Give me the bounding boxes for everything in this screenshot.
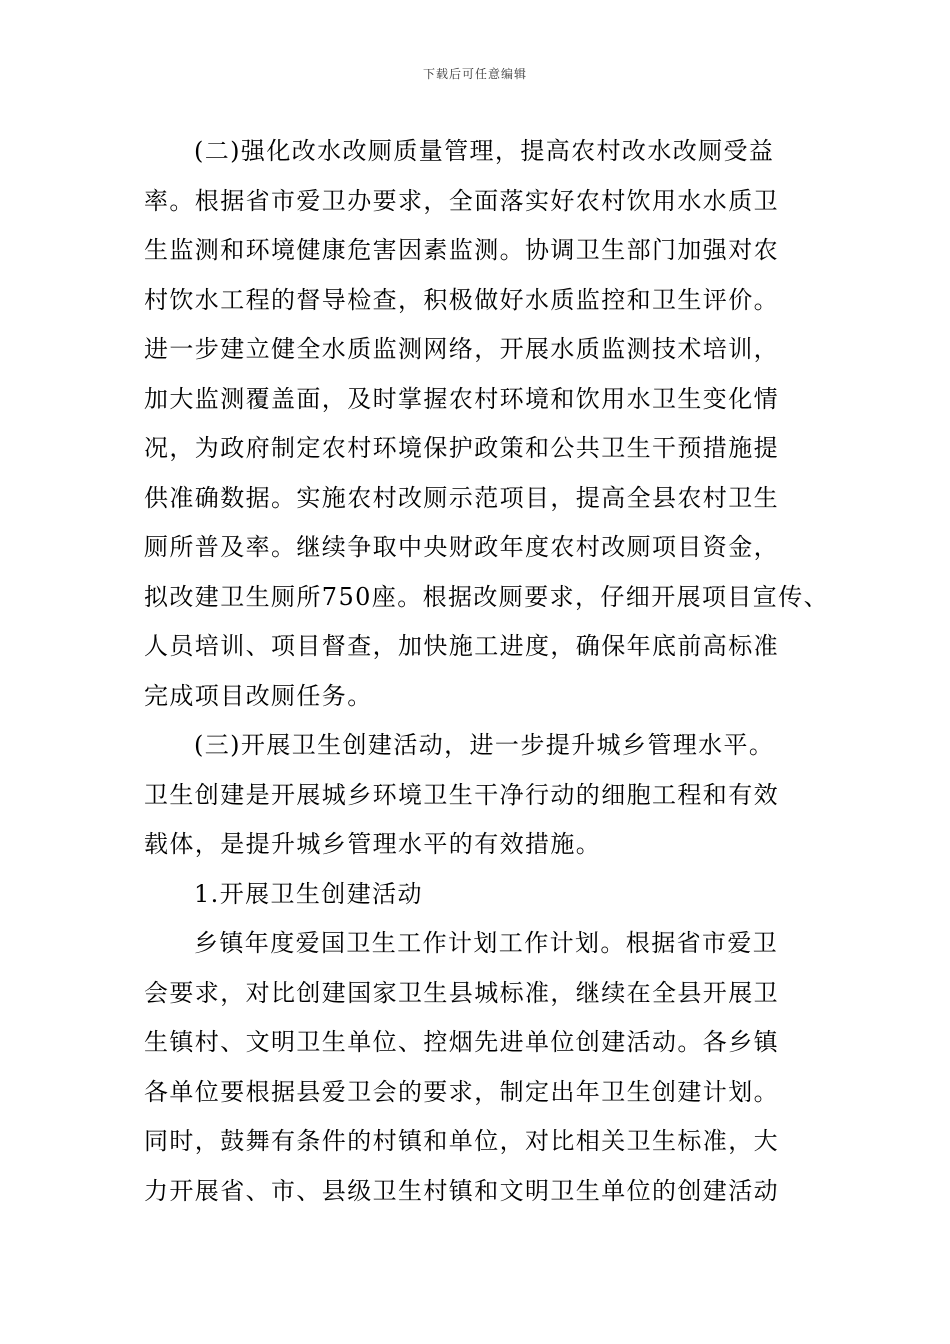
document-body (144, 127, 830, 1216)
text-line: 供准确数据。实施农村改厕示范项目，提高全县农村卫生 (144, 483, 779, 512)
text-line: 加大监测覆盖面，及时掌握农村环境和饮用水卫生变化情 (144, 384, 779, 413)
text-line: 同时，鼓舞有条件的村镇和单位，对比相关卫生标准，大 (144, 1127, 779, 1155)
text-line: 人员培训、项目督查，加快施工进度，确保年底前高标准 (144, 632, 779, 660)
text-line: 乡镇年度爱国卫生工作计划工作计划。根据省市爱卫 (194, 929, 779, 957)
text-line: 生监测和环境健康危害因素监测。协调卫生部门加强对农 (144, 236, 779, 264)
text-line: 率。根据省市爱卫办要求，全面落实好农村饮用水水质卫 (144, 186, 779, 215)
text-line: 村饮水工程的督导检查，积极做好水质监控和卫生评价。 (144, 285, 779, 314)
text-line: 完成项目改厕任务。 (144, 681, 373, 710)
text-line: 力开展省、市、县级卫生村镇和文明卫生单位的创建活动 (144, 1176, 779, 1205)
text-line: (二)强化改水改厕质量管理，提高农村改水改厕受益 (194, 137, 775, 165)
text-line: 1.开展卫生创建活动 (194, 879, 423, 908)
text-line: 况，为政府制定农村环境保护政策和公共卫生干预措施提 (144, 434, 779, 462)
text-line: 会要求，对比创建国家卫生县城标准，继续在全县开展卫 (144, 978, 779, 1007)
text-line: 载体，是提升城乡管理水平的有效措施。 (144, 830, 602, 858)
text-line: 进一步建立健全水质监测网络，开展水质监测技术培训， (144, 335, 779, 363)
text-line: 拟改建卫生厕所750座。根据改厕要求，仔细开展项目宣传、 (144, 582, 830, 611)
text-line: 各单位要根据县爱卫会的要求，制定出年卫生创建计划。 (144, 1077, 779, 1106)
text-line: (三)开展卫生创建活动，进一步提升城乡管理水平。 (194, 731, 775, 759)
text-line: 生镇村、文明卫生单位、控烟先进单位创建活动。各乡镇 (144, 1028, 779, 1056)
text-line: 卫生创建是开展城乡环境卫生干净行动的细胞工程和有效 (144, 780, 779, 809)
text-line: 厕所普及率。继续争取中央财政年度农村改厕项目资金， (144, 533, 779, 561)
header-note: 下载后可任意编辑 (422, 67, 527, 81)
